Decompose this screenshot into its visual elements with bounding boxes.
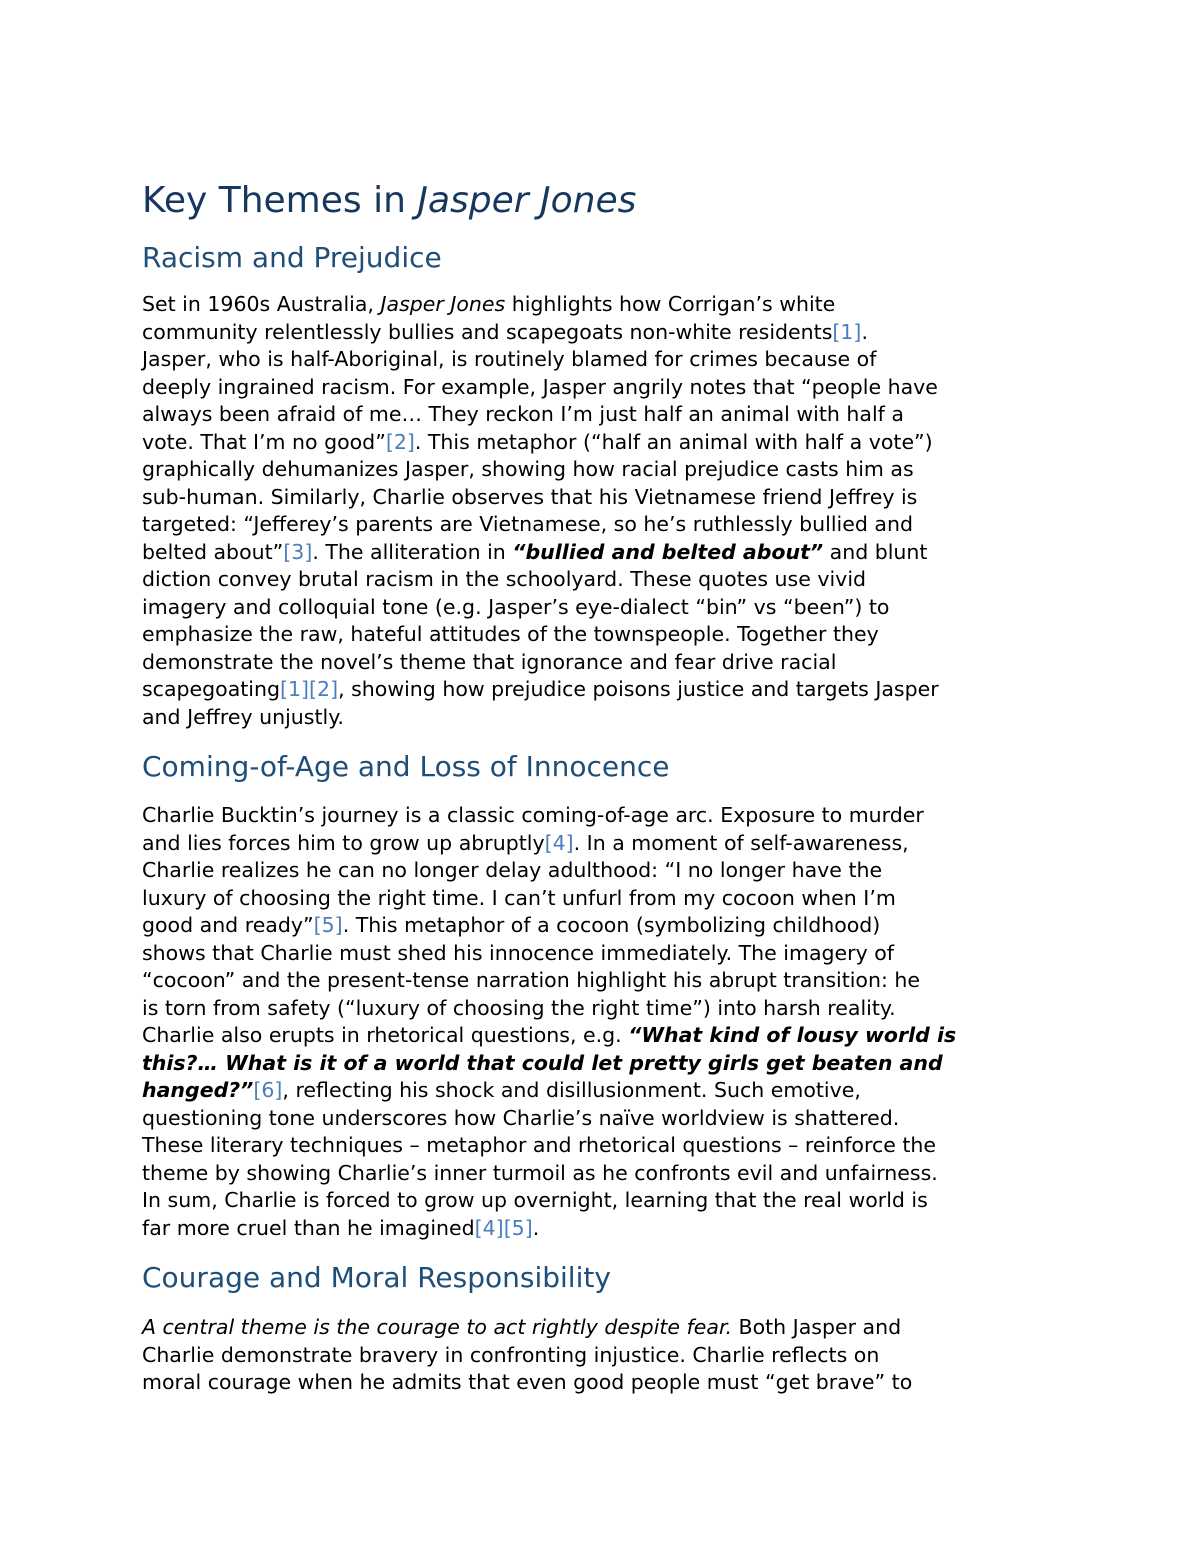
- text-line: [142, 594, 1062, 622]
- text-run: always been afraid of me… They reckon I’m just half an animal with half a: [142, 402, 904, 426]
- text-line: [142, 429, 1062, 457]
- text-line: [142, 995, 1062, 1023]
- text-line: [142, 1160, 1062, 1188]
- text-run: . In a moment of self-awareness,: [573, 830, 909, 855]
- text-run: imagery and colloquial tone (e.g. Jasper’s eye-dialect “bin” vs “been”) to: [142, 594, 890, 619]
- text-line: [142, 676, 1062, 704]
- text-run: Charlie realizes he can no longer delay adulthood: “I no longer have the: [142, 858, 883, 882]
- quote-run: “What kind of lousy world is: [628, 1023, 957, 1047]
- text-run: In sum, Charlie is forced to grow up overnight, learning that the real world is: [142, 1188, 928, 1212]
- text-run: . The alliteration in: [312, 539, 513, 564]
- text-run: Charlie demonstrate bravery in confronting injustice. Charlie reflects on: [142, 1342, 880, 1367]
- text-run: .: [861, 319, 868, 344]
- title-prefix: Key Themes in: [142, 180, 418, 221]
- text-run: targeted: “Jefferey’s parents are Vietnamese, so he’s ruthlessly bullied and: [142, 512, 913, 536]
- text-run: demonstrate the novel’s theme that ignorance and fear drive racial: [142, 649, 837, 674]
- text-run: emphasize the raw, hateful attitudes of the townspeople. Together they: [142, 622, 879, 646]
- text-line: [142, 1369, 1062, 1397]
- quote-run: this?… What is it of a world that could let pretty girls get beaten and: [142, 1050, 943, 1075]
- text-run: is torn from safety (“luxury of choosing the right time”) into harsh reality.: [142, 995, 896, 1020]
- text-line: [142, 940, 1062, 968]
- text-line: [142, 1050, 1062, 1078]
- text-line: [142, 1077, 1062, 1105]
- section-body-racism: [142, 291, 1062, 731]
- text-run: . This metaphor of a cocoon (symbolizing childhood): [342, 913, 881, 937]
- section-heading-racism: Racism and Prejudice: [142, 241, 442, 274]
- document-title: [142, 178, 636, 224]
- text-run: scapegoating: [142, 677, 280, 701]
- citation-link[interactable]: [2]: [309, 677, 339, 701]
- text-line: [142, 456, 1062, 484]
- citation-link[interactable]: [6]: [253, 1078, 283, 1102]
- text-line: [142, 967, 1062, 995]
- citation-link[interactable]: [5]: [503, 1215, 533, 1240]
- text-run: Set in 1960s Australia,: [142, 292, 381, 316]
- text-run: These literary techniques – metaphor and rhetorical questions – reinforce the: [142, 1133, 936, 1157]
- text-run: deeply ingrained racism. For example, Jasper angrily notes that “people have: [142, 374, 938, 399]
- text-run: and lies forces him to grow up abruptly: [142, 830, 545, 855]
- text-run: good and ready”: [142, 913, 314, 937]
- italic-run: A central theme is the courage to act rightly despite fear.: [142, 1315, 733, 1339]
- section-body-courage: [142, 1314, 1062, 1397]
- text-line: [142, 1132, 1062, 1160]
- text-line: [142, 621, 1062, 649]
- text-line: [142, 319, 1062, 347]
- citation-link[interactable]: [1]: [832, 319, 862, 344]
- text-line: [142, 830, 1062, 858]
- citation-link[interactable]: [4]: [544, 830, 574, 855]
- text-run: “cocoon” and the present-tense narration highlight his abrupt transition: he: [142, 968, 920, 992]
- text-line: [142, 802, 1062, 830]
- text-line: [142, 912, 1062, 940]
- section-heading-courage: Courage and Moral Responsibility: [142, 1261, 611, 1294]
- text-run: highlights how Corrigan’s white: [505, 292, 836, 316]
- text-line: [142, 484, 1062, 512]
- text-line: [142, 401, 1062, 429]
- quote-run: hanged?”: [142, 1078, 254, 1102]
- text-line: [142, 291, 1062, 319]
- text-line: [142, 539, 1062, 567]
- text-line: [142, 346, 1062, 374]
- text-run: moral courage when he admits that even good people must “get brave” to: [142, 1370, 913, 1394]
- text-run: shows that Charlie must shed his innocence immediately. The imagery of: [142, 940, 894, 965]
- text-run: Jasper, who is half-Aboriginal, is routinely blamed for crimes because of: [142, 347, 877, 371]
- text-run: sub-human. Similarly, Charlie observes that his Vietnamese friend Jeffrey is: [142, 484, 918, 509]
- text-line: [142, 1105, 1062, 1133]
- citation-link[interactable]: [2]: [385, 429, 415, 454]
- text-line: [142, 704, 1062, 732]
- text-run: Both Jasper and: [732, 1315, 902, 1339]
- text-line: [142, 374, 1062, 402]
- text-line: [142, 1342, 1062, 1370]
- text-run: luxury of choosing the right time. I can’t unfurl from my cocoon when I’m: [142, 885, 896, 910]
- text-line: [142, 1022, 1062, 1050]
- text-line: [142, 1314, 1062, 1342]
- citation-link[interactable]: [3]: [283, 539, 313, 564]
- section-body-coming-of-age: [142, 802, 1062, 1242]
- text-run: and Jeffrey unjustly.: [142, 704, 344, 729]
- text-run: . This metaphor (“half an animal with half a vote”): [414, 429, 933, 454]
- text-run: , showing how prejudice poisons justice and targets Jasper: [338, 677, 939, 701]
- title-italic: Jasper Jones: [417, 180, 637, 221]
- italic-run: Jasper Jones: [380, 292, 506, 316]
- text-run: Charlie also erupts in rhetorical questions, e.g.: [142, 1023, 629, 1047]
- text-run: Charlie Bucktin’s journey is a classic coming-of-age arc. Exposure to murder: [142, 803, 924, 827]
- section-heading-coming-of-age: Coming-of-Age and Loss of Innocence: [142, 750, 670, 783]
- text-run: vote. That I’m no good”: [142, 429, 386, 454]
- text-line: [142, 1187, 1062, 1215]
- text-run: theme by showing Charlie’s inner turmoil as he confronts evil and unfairness.: [142, 1160, 938, 1185]
- text-line: [142, 566, 1062, 594]
- text-run: and blunt: [823, 539, 928, 564]
- citation-link[interactable]: [1]: [280, 677, 310, 701]
- quote-run: “bullied and belted about”: [512, 539, 824, 564]
- citation-link[interactable]: [5]: [313, 913, 343, 937]
- text-run: far more cruel than he imagined: [142, 1215, 475, 1240]
- text-run: belted about”: [142, 539, 284, 564]
- text-run: community relentlessly bullies and scapegoats non-white residents: [142, 319, 833, 344]
- text-run: .: [532, 1215, 540, 1240]
- text-line: [142, 885, 1062, 913]
- text-line: [142, 1215, 1062, 1243]
- text-line: [142, 857, 1062, 885]
- text-run: diction convey brutal racism in the schoolyard. These quotes use vivid: [142, 567, 867, 591]
- text-line: [142, 649, 1062, 677]
- text-line: [142, 511, 1062, 539]
- text-run: questioning tone underscores how Charlie’s naïve worldview is shattered.: [142, 1105, 900, 1130]
- text-run: , reflecting his shock and disillusionment. Such emotive,: [282, 1078, 861, 1102]
- citation-link[interactable]: [4]: [474, 1215, 504, 1240]
- text-run: graphically dehumanizes Jasper, showing how racial prejudice casts him as: [142, 457, 914, 481]
